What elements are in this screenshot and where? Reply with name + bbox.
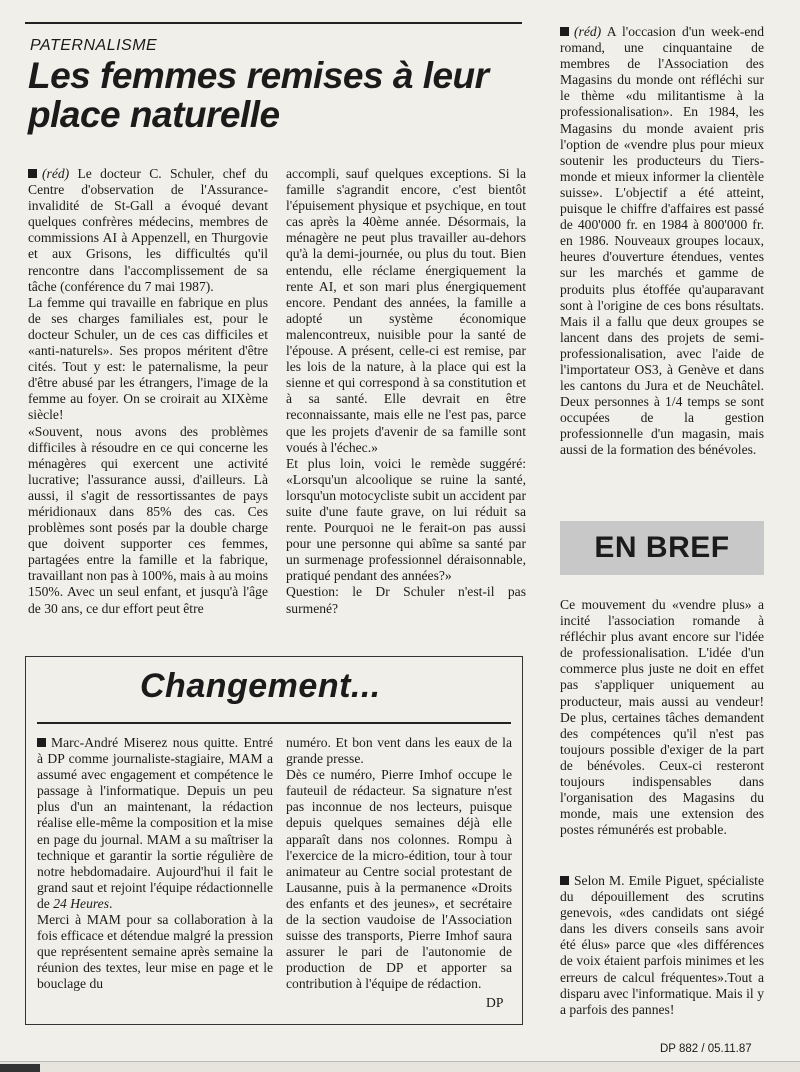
changement-signature: DP: [486, 995, 504, 1010]
bullet-square-icon: [560, 27, 569, 36]
bullet-square-icon: [28, 169, 37, 178]
editor-tag: (réd): [574, 24, 602, 39]
bullet-square-icon: [560, 876, 569, 885]
sidebar-magasins-du-monde: [560, 24, 764, 459]
article-paragraph: La femme qui travaille en fabrique en plus de ses charges familiales est, pour le docteur Schuler, un de ces cas difficiles et «anti-naturels». Ses propos méritent d'être cités. Tout y est: le paternalisme, la peur d'être abusé par les étrangers, l'image de la femme au foyer. On se croirait au XIXème siècle!: [28, 294, 268, 423]
article-paragraph: accompli, sauf quelques exceptions. Si la famille s'agrandit encore, c'est bientôt l'épuisement physique et psychique, en tout cas après la 40ème année. Désormais, la ménagère ne peut plus travailler au-dehors qu'à la demi-journée, ou plus du tout. Bien entendu, elle réclame énergiquement la rente AI, et son mari plus énergiquement encore. Pendant des années, la famille a adopté un système économique malencontreux, nuisible pour la santé de l'épouse. A présent, celle-ci est remise, par les lois de la nature, à la place qui est la sienne et qui correspond à sa constitution et à sa santé. Elle devrait en être reconnaissante, mais elle ne l'est pas, parce que les projets d'avenir de sa famille sont voués à l'échec.»: [286, 166, 526, 455]
article-headline: Les femmes remises à leur place naturelle: [28, 55, 489, 135]
changement-title: Changement...: [140, 667, 381, 705]
changement-paragraph: Merci à MAM pour sa collaboration à la fois efficace et détendue malgré la pression que représentent semaine après semaine la réunion des textes, leur mise en page et le bouclage du: [37, 912, 273, 992]
article-intro-paragraph: (réd) Le docteur C. Schuler, chef du Centre d'observation de l'Assurance-invalidité de St-Gall a évoqué devant quelques confrères médecins, membres de commissions AI à Appenzell, en Thurgovie et aux Grisons, les difficultés qu'il rencontre dans l'accomplissement de sa tâche (conférence du 7 mai 1987).: [28, 166, 268, 294]
issue-footer: DP 882 / 05.11.87: [660, 1043, 752, 1055]
en-bref-paragraph-1: Ce mouvement du «vendre plus» a incité l'association romande à réfléchir plus avant encore sur l'idée de professionalisation. L'idée d'un commerce plus juste ne doit en effet pas s'appliquer uniquement au producteur, mais aussi au vendeur! De plus, certaines tâches demandent des compétences qu'il n'est pas toujours possible d'exiger de la part de bénévoles. Ceux-ci resteront toujours indispensables dans l'organisation des Magasins du monde, mais une extension des postes rémunérés est probable.: [560, 597, 764, 838]
en-bref-banner: EN BREF: [560, 521, 764, 575]
article-paragraph: «Souvent, nous avons des problèmes difficiles à résoudre en ce qui concerne les ménagères qui exercent une activité lucrative; l'assurance aussi, d'ailleurs. Là aussi, il s'agit de ressortissantes de pays méridionaux dans 85% des cas. Ces problèmes sont posés par la double charge que doivent supporter ces femmes, partagées entre la famille et la fabrique, travaillant non pas à 100%, mais à au moins 150%. Avec un seul enfant, et jusqu'à l'âge de 30 ans, ce dur effort peut être: [28, 423, 268, 616]
newspaper-name: 24 Heures: [53, 895, 109, 911]
top-rule: [25, 22, 522, 24]
changement-rule: [37, 722, 511, 724]
article-column-1: [28, 166, 268, 617]
editor-tag: (réd): [42, 166, 70, 181]
en-bref-paragraph-2: Selon M. Emile Piguet, spécialiste du dépouillement des scrutins genevois, «des candidats ont siégé dans les divers conseils sans avoir été élus» parce que «les différences de voix étaient parfois minimes et les erreurs de calcul fréquentes».Tout a disparu avec l'informatique. Mais il y a parfois des pannes!: [560, 873, 764, 1017]
changement-paragraph: numéro. Et bon vent dans les eaux de la grande presse.: [286, 735, 512, 767]
bullet-square-icon: [37, 738, 46, 747]
article-paragraph: Et plus loin, voici le remède suggéré: «Lorsqu'un alcoolique se ruine la santé, lorsqu'un motocycliste subit un accident par suite d'une faute grave, on lui réduit sa rente. Pourquoi ne le ferait-on pas aussi pour une personne qui abîme sa santé par un surmenage professionnel déraisonnable, pratiqué pendant des années?»: [286, 455, 526, 584]
sidebar-text: A l'occasion d'un week-end romand, une cinquantaine de membres de l'Association des Magasins du monde ont réfléchi sur le thème «du militantisme à la professionalisation». En 1984, les Magasins du monde avaient pris l'option de «vendre plus pour mieux soutenir les producteurs du Tiers-monde et mieux informer la clientèle suisse». L'objectif a été atteint, puisque le chiffre d'affaires est passé de 400'000 fr. en 1984 à 800'000 fr. en 1986. Nouveaux groupes locaux, heures d'ouverture étendues, ventes sur les marchés et gamme de produits plus étoffée qu'auparavant sont à l'origine de ces bons résultats. Mais il a fallu que deux groupes se lancent dans des projets de semi-professionalisation, avec l'aide de l'importateur OS3, à Genève et dans les cantons du Jura et de Neuchâtel. Deux personnes à 1/4 temps se sont occupées de la gestion professionnelle d'un magasin, mais aussi de la formation des bénévoles.: [560, 24, 764, 458]
page-bottom-edge: [0, 1061, 800, 1072]
article-column-2: [286, 166, 526, 617]
article-kicker: PATERNALISME: [30, 37, 158, 54]
changement-column-1: Marc-André Miserez nous quitte. Entré à DP comme journaliste-stagiaire, MAM a assumé avec engagement et compétence le passage à l'informatique. Depuis un peu plus d'un an maintenant, la rédaction réalise elle-même la composition et la mise en page du journal. MAM a su maîtriser la technique et garantir la sortie régulière de notre hebdomadaire. Aujourd'hui il fait le grand saut et rejoint l'équipe rédactionnelle de 24 Heures. Merci à MAM pour sa collaboration à la fois efficace et détendue malgré la pression que représentent semaine après semaine la réunion des textes, leur mise en page et le bouclage du: [37, 735, 273, 992]
changement-column-2: [286, 735, 512, 993]
changement-paragraph: Dès ce numéro, Pierre Imhof occupe le fauteuil de rédacteur. Sa signature n'est pas inconnue de nos lecteurs, puisque depuis quelques semaines déjà elle apparaît dans nos colonnes. Rompu à l'exercice de la micro-édition, tour à tour animateur au Centre social protestant de Lausanne, puis à la permanence «Droits des enfants et des jeunes», et secrétaire de la section vaudoise de l'Association suisse des transports, Pierre Imhof saura assurer le pari de l'autonomie de production de DP et apporter sa contribution à l'équipe de rédaction.: [286, 767, 512, 992]
article-paragraph: Question: le Dr Schuler n'est-il pas surmené?: [286, 584, 526, 616]
